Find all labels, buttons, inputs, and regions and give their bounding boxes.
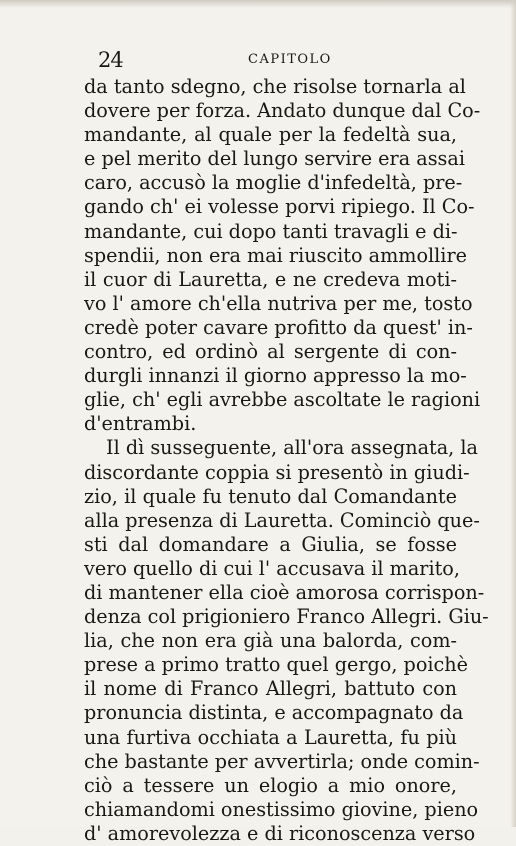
- text-line: denza col prigioniero Franco Allegri. Giu-: [84, 605, 489, 629]
- text-line: e pel merito del lungo servire era assai: [84, 147, 465, 171]
- running-head: CAPITOLO: [248, 52, 332, 67]
- text-line: zio, il quale fu tenuto dal Comandante: [84, 484, 457, 508]
- text-line: prese a primo tratto quel gergo, poichè: [84, 653, 468, 677]
- paragraph-1: [84, 75, 481, 436]
- text-line: che bastante per avvertirla; onde comin-: [84, 749, 480, 773]
- text-line: mandante, al quale per la fedeltà sua,: [84, 123, 457, 147]
- text-line: ciò a tessere un elogio a mio onore,: [84, 773, 457, 797]
- text-line: mandante, cui dopo tanti travagli e di-: [84, 219, 458, 243]
- text-line: chiamandomi onestissimo giovine, pieno: [84, 797, 479, 821]
- text-line: caro, accusò la moglie d'infedeltà, pre-: [84, 171, 463, 195]
- text-line: da tanto sdegno, che risolse tornarla al: [84, 75, 466, 98]
- text-line: di mantener ella cioè amorosa corrispon-: [84, 580, 485, 604]
- text-line: spendii, non era mai riuscito ammollire: [84, 243, 467, 267]
- text-line: vo l' amore ch'ella nutriva per me, tosto: [84, 291, 473, 315]
- text-line: durgli innanzi il giorno appresso la mo-: [84, 364, 467, 388]
- page-header: [98, 48, 458, 78]
- page-top-shadow: [0, 0, 516, 8]
- text-line: d'entrambi.: [84, 412, 197, 436]
- text-line: discordante coppia si presentò in giudi-: [84, 460, 470, 484]
- page-right-edge: [510, 0, 516, 827]
- text-line: una furtiva occhiata a Lauretta, fu più: [84, 725, 457, 749]
- text-line: pronuncia distinta, e accompagnato da: [84, 701, 464, 725]
- body-text: [84, 75, 489, 846]
- text-line: contro, ed ordinò al sergente di con-: [84, 340, 457, 364]
- text-line: Il dì susseguente, all'ora assegnata, la: [106, 436, 478, 460]
- paragraph-2: [84, 436, 489, 846]
- text-line: dovere per forza. Andato dunque dal Co-: [84, 99, 481, 123]
- text-line: glie, ch' egli avrebbe ascoltate le ragioni: [84, 388, 481, 412]
- text-line: il nome di Franco Allegri, battuto con: [84, 677, 457, 701]
- text-line: lia, che non era già una balorda, com-: [84, 629, 457, 653]
- text-line: il cuor di Lauretta, e ne credeva moti-: [84, 267, 457, 291]
- text-line: alla presenza di Lauretta. Cominciò que-: [84, 508, 480, 532]
- text-line: gando ch' ei volesse porvi ripiego. Il Co-: [84, 195, 475, 219]
- text-line: credè poter cavare profitto da quest' in-: [84, 315, 473, 339]
- text-line: d' amorevolezza e di riconoscenza verso: [84, 821, 476, 845]
- text-line: vero quello di cui l' accusava il marito,: [84, 556, 460, 580]
- page-number: 24: [98, 48, 123, 72]
- text-line: sti dal domandare a Giulia, se fosse: [84, 532, 457, 556]
